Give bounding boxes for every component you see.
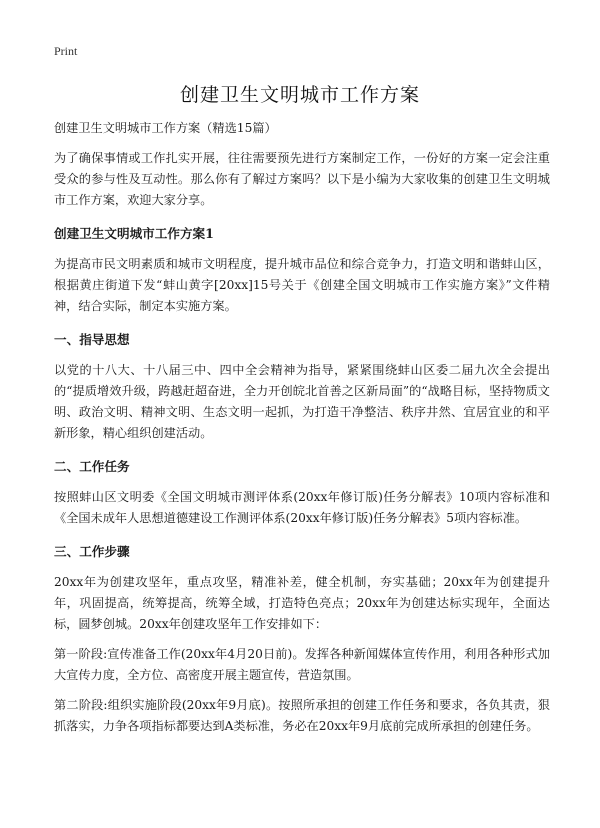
phase-1-paragraph: 第一阶段:宣传准备工作(20xx年4月20日前)。发挥各种新闻媒体宣传作用，利用各种形式加大宣传力度，全方位、高密度开展主题宣传，营造氛围。 xyxy=(54,647,550,682)
phase-2-paragraph: 第二阶段:组织实施阶段(20xx年9月底)。按照所承担的创建工作任务和要求，各负其责，狠抓落实，力争各项指标都要达到A类标准，务必在20xx年9月底前完成所承担的创建任务。 xyxy=(54,698,550,733)
document-body xyxy=(54,118,550,746)
plan-1-paragraph: 为提高市民文明素质和城市文明程度，提升城市品位和综合竞争力，打造文明和谐蚌山区，根据黄庄街道下发“蚌山黄字[20xx]15号关于《创建全国文明城市工作实施方案》”文件精神，结合实际，制定本实施方案。 xyxy=(54,257,550,313)
intro-paragraph: 为了确保事情或工作扎实开展，往往需要预先进行方案制定工作，一份好的方案一定会注重受众的参与性及互动性。那么你有了解过方案吗？以下是小编为大家收集的创建卫生文明城市工作方案，欢迎大家分享。 xyxy=(54,151,550,207)
print-label: Print xyxy=(54,44,78,58)
work-tasks-paragraph: 按照蚌山区文明委《全国文明城市测评体系(20xx年修订版)任务分解表》10项内容标准和《全国未成年人思想道德建设工作测评体系(20xx年修订版)任务分解表》5项内容标准。 xyxy=(54,490,550,525)
section-heading-work-steps: 三、工作步骤 xyxy=(54,544,130,559)
section-heading-work-tasks: 二、工作任务 xyxy=(54,459,130,474)
section-heading-guiding-ideology: 一、指导思想 xyxy=(54,332,130,347)
document-subtitle: 创建卫生文明城市工作方案（精选15篇） xyxy=(54,121,277,135)
guiding-ideology-paragraph: 以党的十八大、十八届三中、四中全会精神为指导，紧紧围绕蚌山区委二届九次全会提出的“提质增效升级，跨越赶超奋进，全力开创皖北首善之区新局面”的“战略目标，坚持物质文明、政治文明、精神文明、生态文明一起抓，为打造干净整洁、秩序井然、宜居宜业的和平新形象，精心组织创建活动。 xyxy=(54,363,550,440)
work-steps-paragraph: 20xx年为创建攻坚年，重点攻坚，精准补差，健全机制，夯实基础；20xx年为创建提升年，巩固提高，统筹提高，统筹全域，打造特色亮点；20xx年为创建达标实现年，全面达标，圆梦创城。20xx年创建攻坚年工作安排如下： xyxy=(54,575,550,631)
document-title: 创建卫生文明城市工作方案 xyxy=(179,84,420,106)
section-heading-plan-1: 创建卫生文明城市工作方案1 xyxy=(54,226,214,241)
